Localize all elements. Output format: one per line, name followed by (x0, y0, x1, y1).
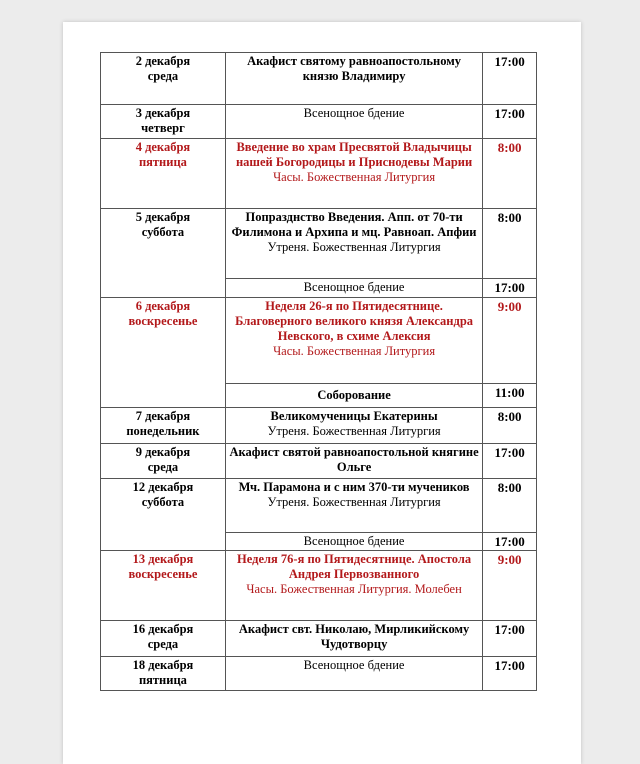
service-cell (225, 279, 482, 298)
time-cell: 17:00 (483, 444, 537, 479)
time-cell: 8:00 (483, 209, 537, 279)
date: 18 декабря (132, 658, 194, 672)
date: 3 декабря (135, 106, 191, 120)
service-detail: Утреня. Божественная Литургия (267, 240, 441, 254)
service-title: Всенощное бдение (303, 658, 405, 672)
service-title: Введение во храм Пресвятой Владычицы нашей Богородицы и Приснодевы Марии (235, 140, 473, 169)
weekday: пятница (138, 673, 187, 687)
service-detail: Часы. Божественная Литургия (273, 344, 436, 358)
table-row (101, 444, 537, 479)
time-cell: 17:00 (483, 105, 537, 139)
table-row (101, 139, 537, 209)
time-cell: 17:00 (483, 53, 537, 105)
weekday: среда (147, 637, 179, 651)
date: 5 декабря (135, 210, 191, 224)
service-cell (225, 139, 482, 209)
service-cell (225, 384, 482, 408)
time-cell: 17:00 (483, 533, 537, 551)
weekday: воскресенье (128, 314, 198, 328)
time-cell: 17:00 (483, 621, 537, 657)
service-title: Неделя 26-я по Пятидесятнице. Благоверного великого князя Александра Невского, в схиме Алексия (235, 299, 474, 343)
date: 16 декабря (132, 622, 194, 636)
time-cell: 8:00 (483, 139, 537, 209)
date-cell (101, 444, 226, 479)
service-title: Мч. Парамона и с ним 370-ти мучеников (238, 480, 470, 494)
service-detail: Часы. Божественная Литургия (273, 170, 436, 184)
date-cell (101, 209, 226, 298)
time-cell: 8:00 (483, 479, 537, 533)
time-cell: 17:00 (483, 657, 537, 691)
date: 13 декабря (132, 552, 194, 566)
time-cell: 8:00 (483, 408, 537, 444)
service-cell (225, 298, 482, 384)
date: 12 декабря (132, 480, 194, 494)
date-cell (101, 408, 226, 444)
table-row (101, 298, 537, 384)
date-cell (101, 139, 226, 209)
service-cell (225, 105, 482, 139)
service-title: Акафист святой равноапостольной княгине Ольге (229, 445, 479, 474)
weekday: суббота (141, 495, 185, 509)
date-cell (101, 298, 226, 408)
weekday: понедельник (126, 424, 200, 438)
service-title: Великомученицы Екатерины (270, 409, 438, 423)
date-cell (101, 657, 226, 691)
service-cell (225, 533, 482, 551)
table-row (101, 209, 537, 279)
date-cell (101, 621, 226, 657)
date: 6 декабря (135, 299, 191, 313)
weekday: среда (147, 460, 179, 474)
table-row (101, 408, 537, 444)
date: 9 декабря (135, 445, 191, 459)
service-detail: Утреня. Божественная Литургия (267, 495, 441, 509)
table-row (101, 479, 537, 533)
time-cell: 17:00 (483, 279, 537, 298)
service-cell (225, 209, 482, 279)
service-title: Акафист свт. Николаю, Мирликийскому Чудотворцу (238, 622, 470, 651)
schedule-table (100, 52, 537, 691)
service-cell (225, 53, 482, 105)
service-title: Всенощное бдение (303, 280, 405, 294)
service-cell (225, 621, 482, 657)
weekday: суббота (141, 225, 185, 239)
service-title: Попразднство Введения. Апп. от 70-ти Филимона и Архипа и мц. Равноап. Апфии (231, 210, 477, 239)
date-cell (101, 551, 226, 621)
service-title: Акафист святому равноапостольному князю Владимиру (247, 54, 462, 83)
table-row (101, 53, 537, 105)
service-title: Всенощное бдение (303, 106, 405, 120)
time-cell: 9:00 (483, 298, 537, 384)
service-title: Всенощное бдение (303, 534, 405, 548)
table-row (101, 551, 537, 621)
service-cell (225, 444, 482, 479)
table-row (101, 105, 537, 139)
service-detail: Утреня. Божественная Литургия (267, 424, 441, 438)
service-cell (225, 408, 482, 444)
time-cell: 9:00 (483, 551, 537, 621)
service-cell (225, 479, 482, 533)
date: 7 декабря (135, 409, 191, 423)
date-cell (101, 105, 226, 139)
weekday: воскресенье (128, 567, 198, 581)
table-row (101, 657, 537, 691)
weekday: среда (147, 69, 179, 83)
date-cell (101, 479, 226, 551)
date-cell (101, 53, 226, 105)
weekday: пятница (138, 155, 187, 169)
service-detail: Часы. Божественная Литургия. Молебен (246, 582, 462, 596)
date: 4 декабря (135, 140, 191, 154)
time-cell: 11:00 (483, 384, 537, 408)
date: 2 декабря (135, 54, 191, 68)
service-cell (225, 551, 482, 621)
service-title: Неделя 76-я по Пятидесятнице. Апостола Андрея Первозванного (237, 552, 472, 581)
weekday: четверг (141, 121, 185, 135)
table-row (101, 621, 537, 657)
service-cell (225, 657, 482, 691)
service-title: Соборование (317, 388, 391, 402)
